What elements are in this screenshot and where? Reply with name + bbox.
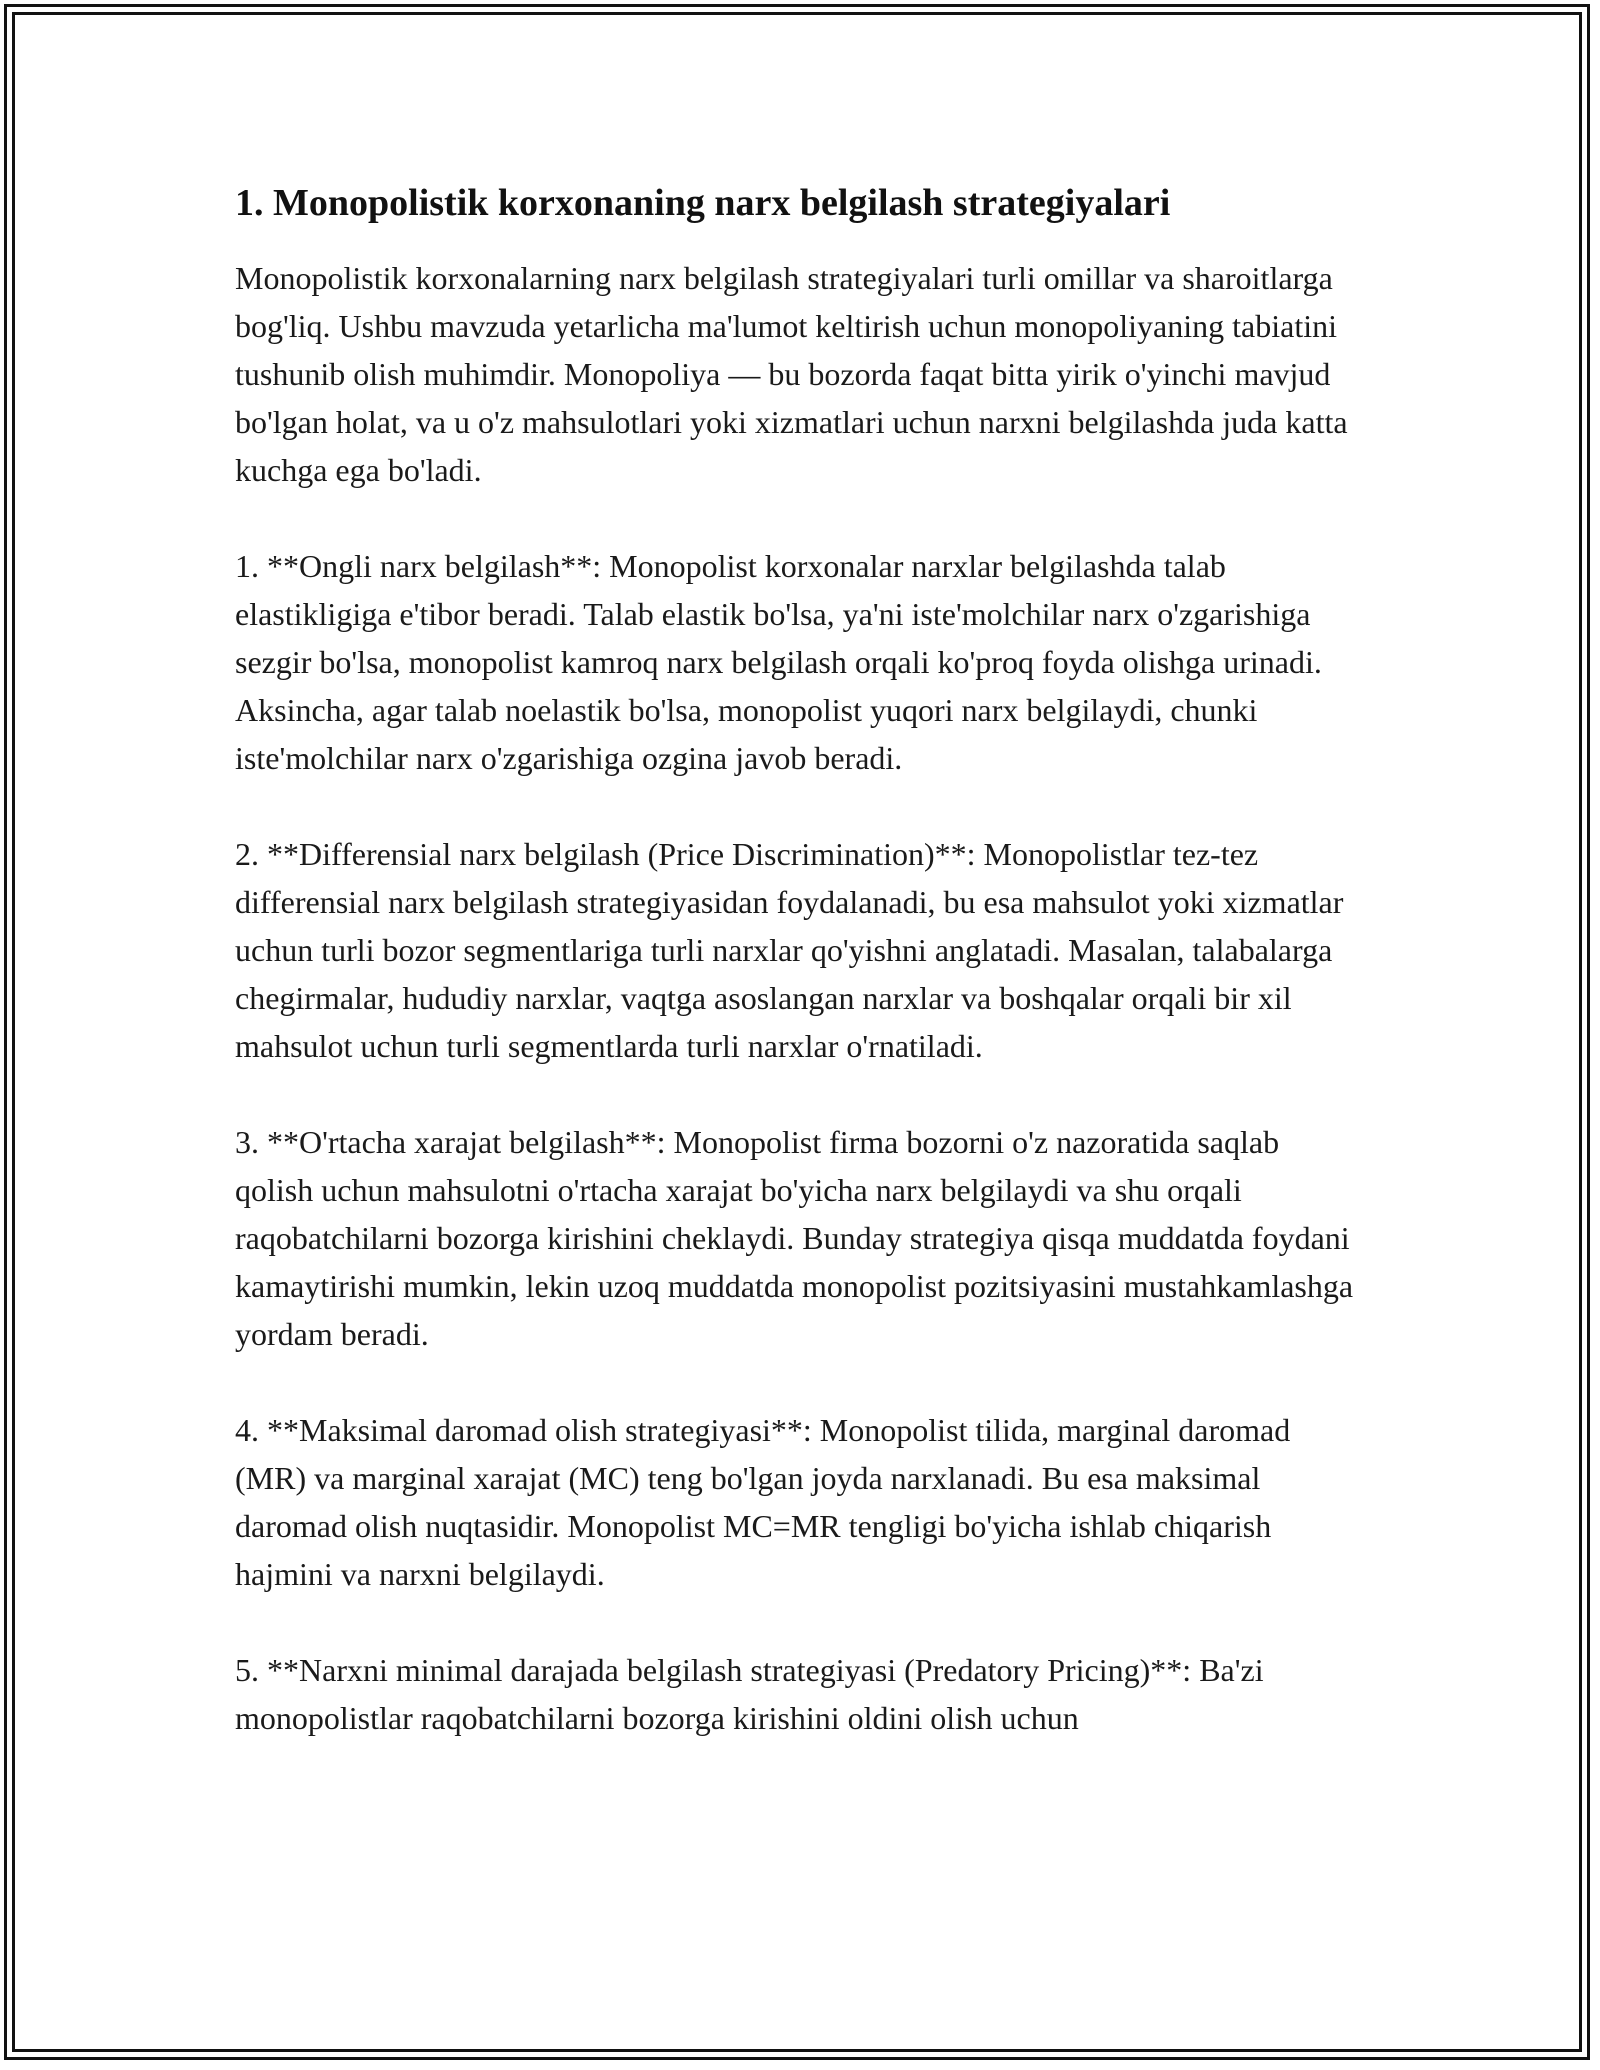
strategy-paragraph-3: 3. **O'rtacha xarajat belgilash**: Monopolist firma bozorni o'z nazoratida saqlab qolish uchun mahsulotni o'rtacha xarajat bo'yicha narx belgilaydi va shu orqali raqobatchilarni bozorga kirishini cheklaydi. Bunday strategiya qisqa muddatda foydani kamaytirishi mumkin, lekin uzoq muddatda monopolist pozitsiyasini mustahkamlashga yordam beradi. — [235, 1123, 1354, 1352]
intro-paragraph: Monopolistik korxonalarning narx belgilash strategiyalari turli omillar va sharoitlarga bog'liq. Ushbu mavzuda yetarlicha ma'lumot keltirish uchun monopoliyaning tabiatini tushunib olish muhimdir. Monopoliya — bu bozorda faqat bitta yirik o'yinchi mavjud bo'lgan holat, va u o'z mahsulotlari yoki xizmatlari uchun narxni belgilashda juda katta kuchga ega bo'ladi. — [235, 259, 1348, 488]
strategy-paragraph-4: 4. **Maksimal daromad olish strategiyasi**: Monopolist tilida, marginal daromad (MR) va marginal xarajat (MC) teng bo'lgan joyda narxlanadi. Bu esa maksimal daromad olish nuqtasidir. Monopolist MC=MR tengligi bo'yicha ishlab chiqarish hajmini va narxni belgilaydi. — [235, 1411, 1291, 1592]
strategy-paragraph-5: 5. **Narxni minimal darajada belgilash strategiyasi (Predatory Pricing)**: Ba'zi monopolistlar raqobatchilarni bozorga kirishini oldini olish uchun — [235, 1651, 1264, 1736]
strategy-paragraph-1: 1. **Ongli narx belgilash**: Monopolist korxonalar narxlar belgilashda talab elastikligiga e'tibor beradi. Talab elastik bo'lsa, ya'ni iste'molchilar narx o'zgarishiga sezgir bo'lsa, monopolist kamroq narx belgilash orqali ko'proq foyda olishga urinadi. Aksincha, agar talab noelastik bo'lsa, monopolist yuqori narx belgilaydi, chunki iste'molchilar narx o'zgarishiga ozgina javob beradi. — [235, 547, 1322, 776]
document-title: 1. Monopolistik korxonaning narx belgilash strategiyalari — [235, 182, 1171, 224]
document-body — [235, 180, 1365, 1790]
strategy-paragraph-2: 2. **Differensial narx belgilash (Price Discrimination)**: Monopolistlar tez-tez differensial narx belgilash strategiyasidan foydalanadi, bu esa mahsulot yoki xizmatlar uchun turli bozor segmentlariga turli narxlar qo'yishni anglatadi. Masalan, talabalarga chegirmalar, hududiy narxlar, vaqtga asoslangan narxlar va boshqalar orqali bir xil mahsulot uchun turli segmentlarda turli narxlar o'rnatiladi. — [235, 835, 1344, 1064]
